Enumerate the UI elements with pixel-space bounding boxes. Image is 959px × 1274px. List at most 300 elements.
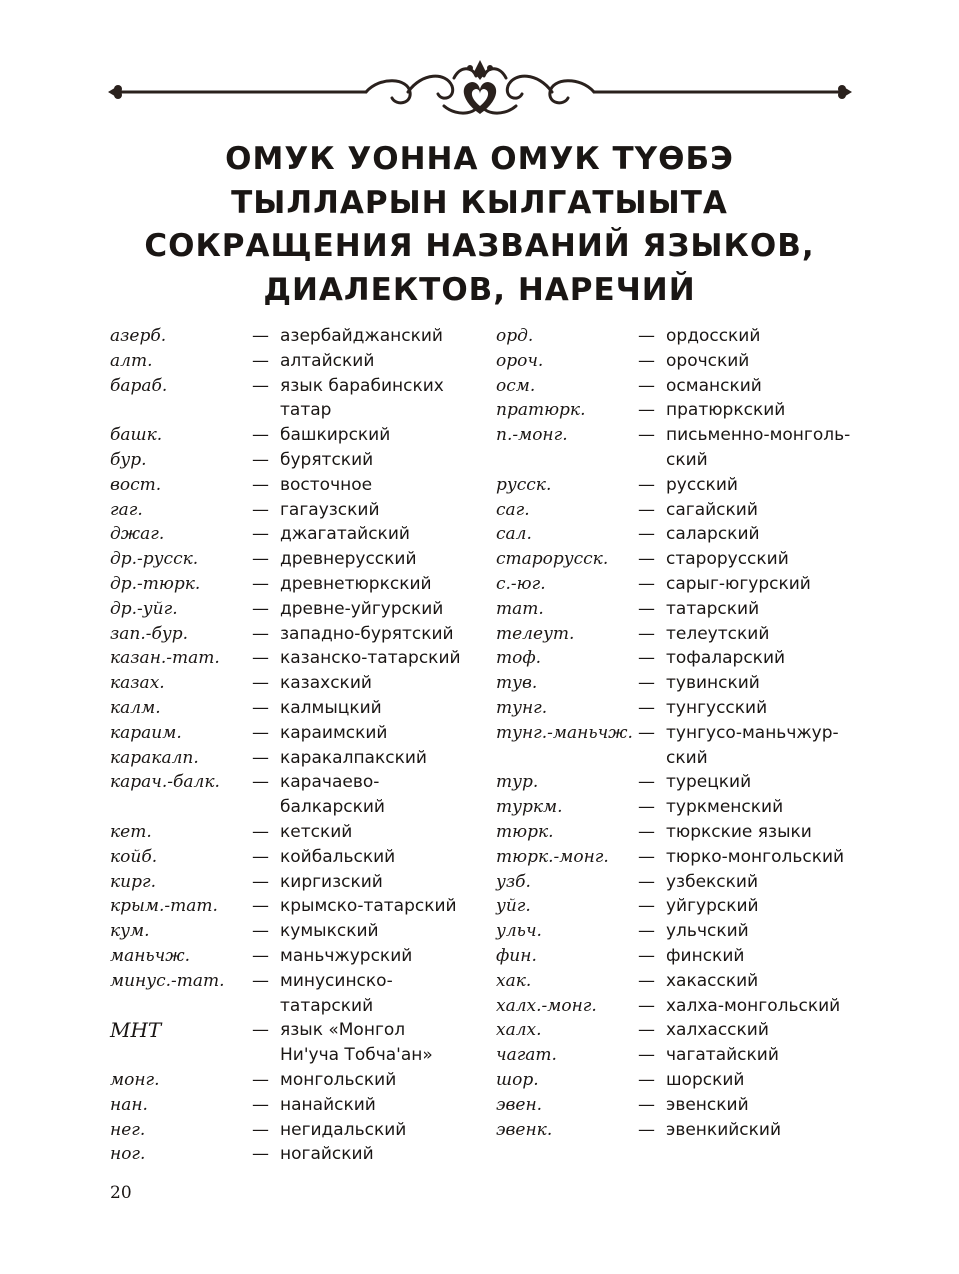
abbreviation-meaning: [666, 646, 866, 671]
abbreviation-term: кум.: [110, 921, 150, 942]
meaning-line: кумыкский: [280, 921, 379, 942]
abbreviation-entry: [496, 919, 866, 944]
abbreviation-entry: [496, 374, 866, 399]
abbreviation-entry: [110, 944, 480, 969]
abbreviation-entry: [110, 746, 480, 771]
abbreviation-meaning: [666, 374, 866, 399]
em-dash: —: [638, 326, 655, 346]
meaning-line: язык барабинских: [280, 375, 444, 396]
meaning-line: старорусский: [666, 549, 789, 570]
abbreviation-entry: [110, 324, 480, 349]
em-dash: —: [252, 722, 269, 743]
em-dash: —: [252, 747, 269, 768]
abbreviation-entry: [110, 969, 480, 1019]
abbreviation-entry: [496, 820, 866, 845]
em-dash: —: [252, 425, 269, 446]
meaning-line: пратюркский: [666, 400, 786, 421]
meaning-line: азербайджанский: [280, 326, 443, 346]
meaning-line: казахский: [280, 673, 372, 694]
meaning-line: минусинско-: [280, 970, 393, 991]
meaning-line: джагатайский: [280, 524, 410, 545]
meaning-line: крымско-татарский: [280, 896, 457, 917]
em-dash: —: [638, 499, 655, 520]
abbreviation-term: тоф.: [496, 648, 542, 669]
title-yakut-line-1: ОМУК УОННА ОМУК ТҮӨБЭ: [225, 141, 734, 177]
ornament-right-scroll-outer: [550, 81, 594, 103]
abbreviation-term: нан.: [110, 1094, 148, 1115]
abbreviation-entry: [110, 522, 480, 547]
abbreviation-term: тат.: [496, 598, 544, 619]
abbreviations-left-column: [110, 324, 480, 1167]
em-dash: —: [252, 1119, 269, 1140]
meaning-line: татарский: [280, 995, 374, 1016]
meaning-line: калмыцкий: [280, 697, 382, 718]
abbreviation-meaning: [666, 1118, 866, 1143]
meaning-line: древнетюркский: [280, 573, 432, 594]
abbreviation-meaning: [280, 919, 480, 944]
abbreviation-entry: [110, 448, 480, 473]
meaning-line: хакасский: [666, 970, 759, 991]
title-yakut-line-2: ТЫЛЛАРЫН КЫЛГАТЫЫТА: [231, 185, 728, 221]
abbreviation-entry: [110, 572, 480, 597]
em-dash: —: [252, 350, 269, 371]
meaning-line: маньчжурский: [280, 945, 413, 966]
meaning-line: тюркские языки: [666, 821, 812, 842]
abbreviation-meaning: [666, 696, 866, 721]
meaning-line: ногайский: [280, 1144, 374, 1165]
abbreviation-meaning: [666, 572, 866, 597]
abbreviation-meaning: [666, 349, 866, 374]
abbreviation-meaning: [280, 522, 480, 547]
em-dash: —: [252, 326, 269, 346]
abbreviation-meaning: [280, 423, 480, 448]
abbreviation-term: МНТ: [110, 1018, 162, 1043]
abbreviation-term: чагат.: [496, 1045, 557, 1066]
abbreviation-meaning: [666, 1093, 866, 1118]
abbreviation-entry: [110, 894, 480, 919]
abbreviation-meaning: [280, 969, 480, 1019]
abbreviation-meaning: [280, 845, 480, 870]
meaning-line: караимский: [280, 722, 388, 743]
abbreviation-term: вост.: [110, 474, 162, 495]
abbreviation-term: кет.: [110, 821, 152, 842]
abbreviation-term: узб.: [496, 871, 531, 892]
meaning-line: ский: [666, 747, 708, 768]
abbreviation-meaning: [280, 448, 480, 473]
abbreviation-meaning: [666, 324, 866, 349]
abbreviation-term: ног.: [110, 1144, 146, 1165]
abbreviation-term: алт.: [110, 350, 153, 371]
em-dash: —: [252, 549, 269, 570]
abbreviation-meaning: [280, 1018, 480, 1068]
abbreviation-meaning: [666, 994, 866, 1019]
abbreviation-entry: [110, 646, 480, 671]
abbreviation-entry: [110, 1118, 480, 1143]
abbreviation-term: др.-русск.: [110, 549, 199, 570]
em-dash: —: [638, 871, 655, 892]
abbreviation-entry: [496, 597, 866, 622]
em-dash: —: [638, 350, 655, 371]
ornament-left-curl-upper: [454, 69, 476, 78]
em-dash: —: [638, 896, 655, 917]
em-dash: —: [638, 400, 655, 421]
abbreviation-term: телеут.: [496, 623, 575, 644]
em-dash: —: [638, 846, 655, 867]
meaning-line: восточное: [280, 474, 373, 495]
meaning-line: халха-монгольский: [666, 995, 841, 1016]
abbreviation-meaning: [666, 522, 866, 547]
abbreviation-term: туркм.: [496, 797, 563, 818]
meaning-line: тюрко-монгольский: [666, 846, 845, 867]
abbreviation-entry: [110, 671, 480, 696]
meaning-line: кетский: [280, 821, 353, 842]
em-dash: —: [638, 425, 655, 446]
title-russian: [0, 224, 959, 312]
meaning-line: тофаларский: [666, 648, 786, 669]
meaning-line: западно-бурятский: [280, 623, 454, 644]
meaning-line: древне-уйгурский: [280, 598, 444, 619]
abbreviation-meaning: [666, 845, 866, 870]
abbreviation-meaning: [666, 919, 866, 944]
em-dash: —: [252, 499, 269, 520]
meaning-line: ульчский: [666, 921, 749, 942]
abbreviation-term: джаг.: [110, 524, 165, 545]
em-dash: —: [638, 772, 655, 793]
abbreviation-entry: [496, 845, 866, 870]
meaning-line: каракалпакский: [280, 747, 427, 768]
em-dash: —: [252, 573, 269, 594]
abbreviation-term: саг.: [496, 499, 530, 520]
em-dash: —: [252, 1094, 269, 1115]
abbreviation-meaning: [666, 622, 866, 647]
abbreviation-entry: [496, 498, 866, 523]
abbreviation-term: бараб.: [110, 375, 168, 396]
meaning-line: карачаево-: [280, 772, 380, 793]
abbreviation-entry: [496, 944, 866, 969]
abbreviation-term: казах.: [110, 673, 165, 694]
meaning-line: уйгурский: [666, 896, 759, 917]
abbreviation-term: монг.: [110, 1069, 160, 1090]
abbreviation-entry: [110, 423, 480, 448]
em-dash: —: [252, 896, 269, 917]
abbreviation-entry: [496, 969, 866, 994]
abbreviation-meaning: [280, 820, 480, 845]
abbreviation-term: каракалп.: [110, 747, 199, 768]
ornament-center-dot-right: [487, 65, 493, 71]
abbreviation-meaning: [666, 473, 866, 498]
abbreviation-meaning: [280, 944, 480, 969]
em-dash: —: [252, 970, 269, 991]
abbreviation-meaning: [666, 870, 866, 895]
abbreviation-term: ороч.: [496, 350, 544, 371]
abbreviation-term: гаг.: [110, 499, 143, 520]
meaning-line: саларский: [666, 524, 760, 545]
em-dash: —: [638, 995, 655, 1016]
em-dash: —: [638, 375, 655, 396]
abbreviation-term: крым.-тат.: [110, 896, 218, 917]
meaning-line: эвенкийский: [666, 1119, 781, 1140]
abbreviation-entry: [496, 894, 866, 919]
meaning-line: тувинский: [666, 673, 760, 694]
em-dash: —: [638, 1119, 655, 1140]
abbreviation-term: бур.: [110, 449, 147, 470]
em-dash: —: [252, 697, 269, 718]
abbreviation-meaning: [280, 324, 480, 349]
ornament-left-scroll-outer: [366, 81, 410, 103]
abbreviation-meaning: [666, 671, 866, 696]
abbreviation-entry: [496, 770, 866, 795]
em-dash: —: [638, 697, 655, 718]
abbreviation-meaning: [280, 622, 480, 647]
abbreviation-entry: [110, 473, 480, 498]
abbreviation-meaning: [280, 696, 480, 721]
em-dash: —: [252, 449, 269, 470]
abbreviation-term: азерб.: [110, 326, 167, 346]
meaning-line: нанайский: [280, 1094, 376, 1115]
abbreviation-entry: [110, 870, 480, 895]
meaning-line: древнерусский: [280, 549, 417, 570]
page-number: 20: [110, 1183, 132, 1203]
title-russian-line-2: ДИАЛЕКТОВ, НАРЕЧИЙ: [263, 272, 696, 308]
abbreviation-term: нег.: [110, 1119, 146, 1140]
abbreviation-entry: [110, 597, 480, 622]
abbreviation-meaning: [280, 473, 480, 498]
abbreviation-entry: [496, 795, 866, 820]
abbreviation-meaning: [666, 1068, 866, 1093]
abbreviation-term: ульч.: [496, 921, 542, 942]
em-dash: —: [638, 549, 655, 570]
abbreviation-term: кирг.: [110, 871, 156, 892]
em-dash: —: [252, 524, 269, 545]
em-dash: —: [638, 598, 655, 619]
abbreviation-entry: [496, 547, 866, 572]
abbreviation-meaning: [280, 1142, 480, 1167]
abbreviation-entry: [496, 721, 866, 771]
abbreviation-entry: [110, 1068, 480, 1093]
abbreviation-entry: [496, 1043, 866, 1068]
em-dash: —: [638, 1094, 655, 1115]
em-dash: —: [252, 1069, 269, 1090]
em-dash: —: [638, 970, 655, 991]
abbreviation-entry: [110, 349, 480, 374]
ornament-left-scroll-inner: [408, 76, 453, 98]
abbreviation-entry: [496, 622, 866, 647]
em-dash: —: [252, 375, 269, 396]
title-russian-line-1: СОКРАЩЕНИЯ НАЗВАНИЙ ЯЗЫКОВ,: [144, 228, 815, 264]
abbreviation-meaning: [280, 646, 480, 671]
em-dash: —: [252, 623, 269, 644]
abbreviation-term: маньчж.: [110, 945, 190, 966]
abbreviation-term: шор.: [496, 1069, 539, 1090]
abbreviation-meaning: [666, 1018, 866, 1043]
meaning-line: эвенский: [666, 1094, 749, 1115]
meaning-line: турецкий: [666, 772, 752, 793]
abbreviation-meaning: [666, 820, 866, 845]
abbreviation-term: др.-тюрк.: [110, 573, 201, 594]
em-dash: —: [638, 623, 655, 644]
abbreviation-entry: [110, 374, 480, 424]
abbreviation-entry: [110, 770, 480, 820]
abbreviation-meaning: [280, 870, 480, 895]
abbreviation-term: др.-уйг.: [110, 598, 178, 619]
abbreviation-meaning: [280, 1118, 480, 1143]
abbreviation-entry: [110, 696, 480, 721]
abbreviation-meaning: [280, 374, 480, 424]
abbreviation-term: минус.-тат.: [110, 970, 225, 991]
abbreviation-meaning: [280, 721, 480, 746]
em-dash: —: [252, 1020, 269, 1041]
em-dash: —: [252, 871, 269, 892]
abbreviation-term: сал.: [496, 524, 532, 545]
abbreviation-meaning: [280, 1068, 480, 1093]
meaning-line: тунгусо-маньчжур-: [666, 722, 839, 743]
abbreviation-entry: [110, 622, 480, 647]
meaning-line: сагайский: [666, 499, 758, 520]
abbreviation-meaning: [666, 423, 866, 473]
abbreviation-term: зап.-бур.: [110, 623, 189, 644]
abbreviation-term: орд.: [496, 326, 534, 346]
abbreviation-term: калм.: [110, 697, 161, 718]
abbreviation-entry: [496, 324, 866, 349]
abbreviation-entry: [496, 696, 866, 721]
abbreviation-meaning: [666, 894, 866, 919]
em-dash: —: [252, 772, 269, 793]
meaning-line: финский: [666, 945, 745, 966]
abbreviation-meaning: [666, 398, 866, 423]
abbreviation-term: тюрк.-монг.: [496, 846, 609, 867]
title-yakut: [0, 137, 959, 225]
abbreviation-term: халх.: [496, 1020, 542, 1041]
em-dash: —: [252, 474, 269, 495]
abbreviation-entry: [110, 919, 480, 944]
meaning-line: шорский: [666, 1069, 745, 1090]
abbreviation-entry: [496, 1068, 866, 1093]
abbreviation-term: русск.: [496, 474, 552, 495]
em-dash: —: [638, 648, 655, 669]
em-dash: —: [638, 673, 655, 694]
abbreviation-term: башк.: [110, 425, 163, 446]
meaning-line: ский: [666, 449, 708, 470]
abbreviation-term: п.-монг.: [496, 425, 568, 446]
em-dash: —: [638, 797, 655, 818]
abbreviation-entry: [496, 572, 866, 597]
abbreviation-entry: [496, 398, 866, 423]
meaning-line: письменно-монголь-: [666, 425, 851, 446]
meaning-line: чагатайский: [666, 1045, 779, 1066]
ornament-right-curl-upper: [484, 69, 506, 78]
abbreviation-entry: [496, 994, 866, 1019]
abbreviation-meaning: [666, 597, 866, 622]
abbreviation-meaning: [280, 894, 480, 919]
abbreviation-term: тюрк.: [496, 821, 554, 842]
abbreviation-term: фин.: [496, 945, 537, 966]
meaning-line: башкирский: [280, 425, 391, 446]
em-dash: —: [252, 921, 269, 942]
abbreviation-entry: [496, 870, 866, 895]
em-dash: —: [638, 573, 655, 594]
abbreviation-meaning: [666, 795, 866, 820]
abbreviation-term: старорусск.: [496, 549, 609, 570]
abbreviation-meaning: [666, 944, 866, 969]
abbreviation-term: тур.: [496, 772, 539, 793]
em-dash: —: [638, 722, 655, 743]
abbreviation-meaning: [280, 746, 480, 771]
decorative-ornament-header: [108, 56, 852, 128]
abbreviation-entry: [496, 1093, 866, 1118]
em-dash: —: [638, 1069, 655, 1090]
abbreviation-meaning: [280, 498, 480, 523]
abbreviation-term: уйг.: [496, 896, 531, 917]
abbreviation-meaning: [280, 671, 480, 696]
meaning-line: бурятский: [280, 449, 374, 470]
meaning-line: тунгусский: [666, 697, 768, 718]
abbreviation-entry: [496, 646, 866, 671]
abbreviation-meaning: [280, 547, 480, 572]
meaning-line: казанско-татарский: [280, 648, 461, 669]
abbreviation-term: казан.-тат.: [110, 648, 220, 669]
em-dash: —: [638, 524, 655, 545]
meaning-line: узбекский: [666, 871, 759, 892]
abbreviation-entry: [110, 820, 480, 845]
meaning-line: османский: [666, 375, 762, 396]
abbreviation-term: эвенк.: [496, 1119, 553, 1140]
meaning-line: ордосский: [666, 326, 761, 346]
abbreviation-meaning: [666, 770, 866, 795]
ornament-right-heart-lobe-b: [838, 91, 846, 99]
abbreviation-entry: [110, 498, 480, 523]
abbreviation-term: караим.: [110, 722, 182, 743]
abbreviation-meaning: [280, 770, 480, 820]
abbreviation-term: тунг.-маньчж.: [496, 722, 633, 743]
em-dash: —: [252, 846, 269, 867]
abbreviation-term: тунг.: [496, 697, 548, 718]
abbreviation-meaning: [666, 547, 866, 572]
meaning-line: халхасский: [666, 1020, 769, 1041]
em-dash: —: [252, 673, 269, 694]
meaning-line: сарыг-югурский: [666, 573, 811, 594]
abbreviation-meaning: [280, 1093, 480, 1118]
meaning-line: татар: [280, 400, 332, 421]
meaning-line: балкарский: [280, 797, 385, 818]
abbreviation-term: пратюрк.: [496, 400, 586, 421]
em-dash: —: [252, 945, 269, 966]
abbreviation-entry: [110, 1018, 480, 1068]
em-dash: —: [252, 1144, 269, 1165]
abbreviation-entry: [496, 349, 866, 374]
abbreviation-entry: [110, 1093, 480, 1118]
em-dash: —: [638, 1045, 655, 1066]
abbreviation-entry: [110, 845, 480, 870]
abbreviation-term: тув.: [496, 673, 538, 694]
abbreviation-meaning: [666, 969, 866, 994]
abbreviation-entry: [496, 522, 866, 547]
em-dash: —: [638, 945, 655, 966]
abbreviation-meaning: [280, 597, 480, 622]
meaning-line: татарский: [666, 598, 760, 619]
abbreviations-right-column: [496, 324, 866, 1142]
em-dash: —: [638, 821, 655, 842]
abbreviation-term: карач.-балк.: [110, 772, 220, 793]
em-dash: —: [252, 598, 269, 619]
meaning-line: орочский: [666, 350, 750, 371]
abbreviation-meaning: [280, 349, 480, 374]
em-dash: —: [638, 474, 655, 495]
ornament-left-heart-lobe-b: [114, 91, 122, 99]
em-dash: —: [252, 648, 269, 669]
meaning-line: койбальский: [280, 846, 396, 867]
em-dash: —: [638, 1020, 655, 1041]
abbreviation-entry: [110, 547, 480, 572]
